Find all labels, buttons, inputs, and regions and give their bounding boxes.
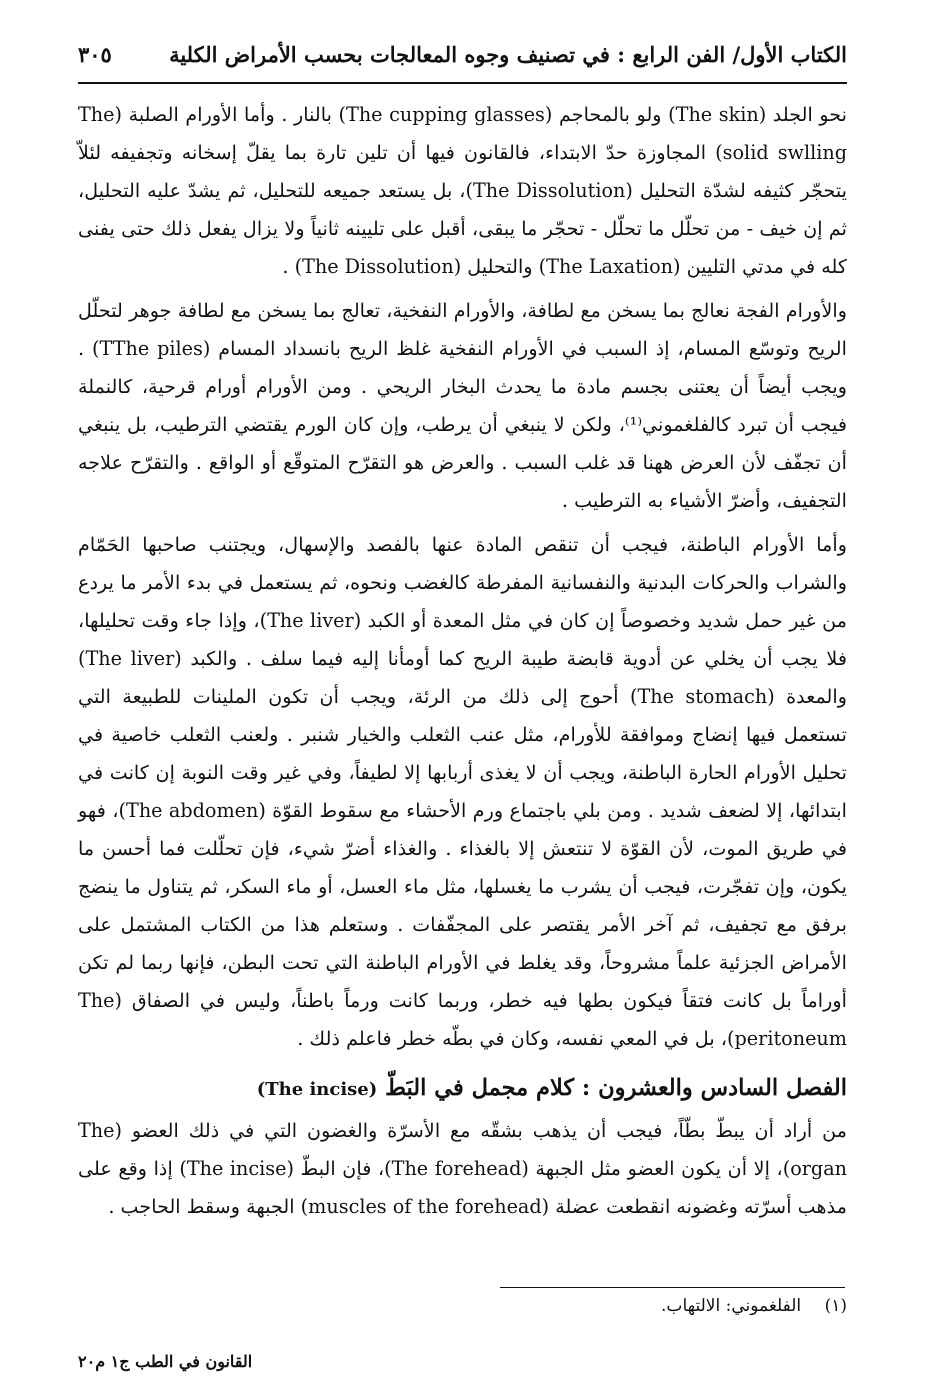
page-number: ٣٠٥ <box>78 42 112 67</box>
footnote-divider <box>500 1287 845 1288</box>
section-heading-english: (The incise) <box>256 1079 378 1100</box>
section-heading <box>78 1066 847 1112</box>
footnote <box>661 1296 847 1316</box>
running-header <box>78 38 847 78</box>
section-heading-arabic: الفصل السادس والعشرون : كلام مجمل في البَطّ <box>385 1075 847 1101</box>
footnote-number: (١) <box>824 1296 847 1316</box>
paragraph: والأورام الفجة نعالج بما يسخن مع لطافة، والأورام النفخية، تعالج بما يسخن مع لطافة جوهر لتحلّل الريح وتوسّع المسام، إذ السبب في الأورام النفخية غلظ الريح بانسداد المسام (TThe piles) . ويجب أيضاً أن يعتنى بجسم مادة ما يحدث البخار الريحي . ومن الأورام أورام قرحية، كالنملة فيجب أن تبرد كالفلغموني⁽¹⁾، ولكن لا ينبغي أن يرطب، وإن كان الورم يقتضي الترطيب، بل ينبغي أن تجفّف لأن العرض ههنا قد غلب السبب . والعرض هو التقرّح المتوقّع أو الواقع . والتقرّح علاجه التجفيف، وأضرّ الأشياء به الترطيب . <box>78 299 847 512</box>
paragraph: نحو الجلد (The skin) ولو بالمحاجم (The cupping glasses) بالنار . وأما الأورام الصلبة (The solid swlling) المجاوزة حدّ الابتداء، فالقانون فيها أن تلين تارة بما يقلّ إسخانه وتجفيفه لئلاّ يتحجّر كثيفه لشدّة التحليل (The Dissolution)، بل يستعد جميعه للتحليل، ثم يشدّ عليه التحليل، ثم إن خيف - من تحلّل ما تحلّل - تحجّر ما يبقى، أقبل على تليينه ثانياً ولا يزال يفعل ذلك حتى يفنى كله في مدتي التليين (The Laxation) والتحليل (The Dissolution) . <box>78 103 848 278</box>
page-footer: القانون في الطب ج١ م٢٠ <box>78 1352 253 1371</box>
main-text <box>78 96 847 1232</box>
section-paragraph: من أراد أن يبطّ بطّاً، فيجب أن يذهب بشقّه مع الأسرّة والغضون التي في ذلك العضو (The organ)، إلا أن يكون العضو مثل الجبهة (The forehead)، فإن البطّ (The incise) إذا وقع على مذهب أسرّته وغضونه انقطعت عضلة (muscles of the forehead) الجبهة وسقط الحاجب . <box>78 1119 847 1218</box>
header-divider <box>78 82 847 84</box>
paragraph: وأما الأورام الباطنة، فيجب أن تنقص المادة عنها بالفصد والإسهال، ويجتنب صاحبها الحَمّام والشراب والحركات البدنية والنفسانية المفرطة كالغضب ونحوه، ثم يستعمل في بدء الأمر ما يردع من غير حمل شديد وخصوصاً إن كان في مثل المعدة أو الكبد (The liver)، وإذا جاء وقت تحليلها، فلا يجب أن يخلي عن أدوية قابضة طيبة الريح كما أومأنا إليه فيما سلف . والكبد (The liver) والمعدة (The stomach) أحوج إلى ذلك من الرئة، ويجب أن تكون الملينات للطبيعة التي تستعمل فيها إنضاج وموافقة للأورام، مثل عنب الثعلب والخيار شنبر . ولعنب الثعلب خاصية في تحليل الأورام الحارة الباطنة، ويجب أن لا يغذى أربابها إلا لطيفاً، وفي غير وقت النوبة إن كانت في ابتدائها، إلا لضعف شديد . ومن بلي باجتماع ورم الأحشاء مع سقوط القوّة (The abdomen)، فهو في طريق الموت، لأن القوّة لا تنتعش إلا بالغذاء . والغذاء أضرّ شيء، فإن تحلّلت فما أحسن ما يكون، وإن تفجّرت، فيجب أن يشرب ما يغسلها، مثل ماء العسل، أو ماء السكر، ثم يتناول ما ينضج برفق مع تجفيف، ثم آخر الأمر يقتصر على المجفّفات . وستعلم هذا من الكتاب المشتمل على الأمراض الجزئية علماً مشروحاً، وقد يغلط في الأورام الباطنة التي تحت البطن، فإنها ربما لم تكن أوراماً بل كانت فتقاً فيكون بطها فيه خطر، وربما كانت ورماً باطناً، وليس في الصفاق (The peritoneum)، بل في المعي نفسه، وكان في بطّه خطر فاعلم ذلك . <box>78 533 847 1050</box>
running-title: الكتاب الأول/ الفن الرابع : في تصنيف وجوه المعالجات بحسب الأمراض الكلية <box>169 42 847 67</box>
footnote-text: الفلغموني: الالتهاب. <box>661 1296 802 1316</box>
